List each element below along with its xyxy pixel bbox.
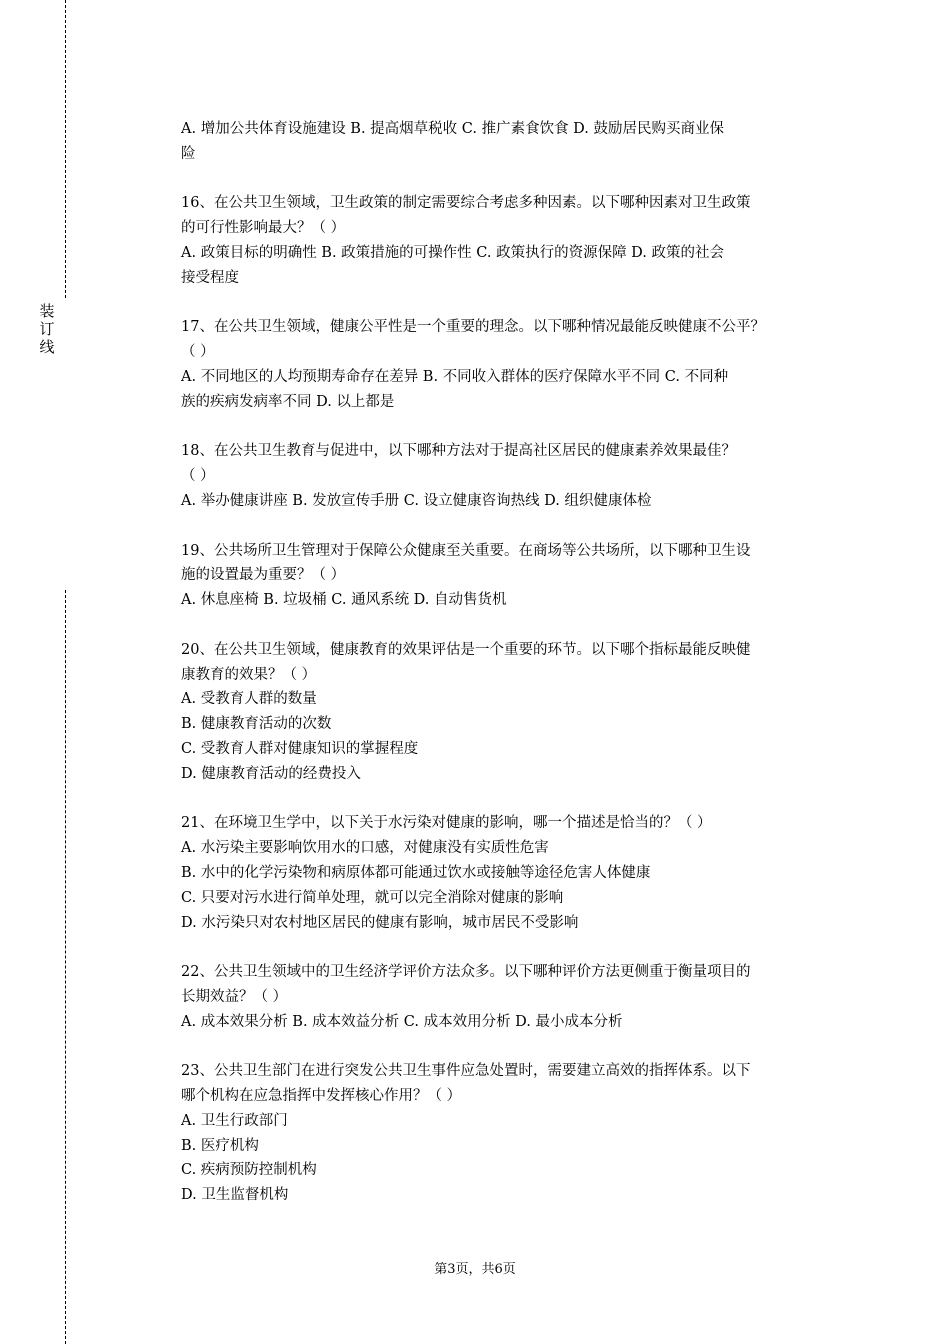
question-block bbox=[181, 960, 839, 1034]
text-line: 险 bbox=[181, 145, 196, 162]
text-line: C. 疾病预防控制机构 bbox=[181, 1162, 317, 1179]
block-spacer bbox=[181, 167, 839, 192]
text-line: 22、公共卫生领域中的卫生经济学评价方法众多。以下哪种评价方法更侧重于衡量项目的 bbox=[181, 964, 751, 981]
binding-label-char: 装 bbox=[39, 302, 55, 320]
text-line: A. 增加公共体育设施建设 B. 提高烟草税收 C. 推广素食饮食 D. 鼓励居民购买商业保 bbox=[181, 121, 725, 137]
block-spacer bbox=[181, 1034, 839, 1059]
question-block bbox=[181, 439, 839, 513]
text-line: 16、在公共卫生领域，卫生政策的制定需要综合考虑多种因素。以下哪种因素对卫生政策 bbox=[181, 195, 751, 212]
text-line: D. 水污染只对农村地区居民的健康有影响，城市居民不受影响 bbox=[181, 914, 579, 931]
text-line: A. 休息座椅 B. 垃圾桶 C. 通风系统 D. 自动售货机 bbox=[181, 592, 507, 609]
text-line: A. 政策目标的明确性 B. 政策措施的可操作性 C. 政策执行的资源保障 D. 政策的社会 bbox=[181, 244, 725, 261]
binding-label-char: 订 bbox=[39, 320, 55, 338]
page-footer: 第3页，共6页 bbox=[434, 1262, 516, 1277]
question-list bbox=[181, 117, 839, 1208]
block-spacer bbox=[181, 291, 839, 316]
text-line: A. 举办健康讲座 B. 发放宣传手册 C. 设立健康咨询热线 D. 组织健康体检 bbox=[181, 492, 652, 509]
text-line: A. 成本效果分析 B. 成本效益分析 C. 成本效用分析 D. 最小成本分析 bbox=[181, 1013, 623, 1030]
text-line: B. 水中的化学污染物和病原体都可能通过饮水或接触等途径危害人体健康 bbox=[181, 864, 651, 881]
question-block bbox=[181, 1059, 839, 1208]
text-line: B. 医疗机构 bbox=[181, 1137, 259, 1154]
text-line: D. 卫生监督机构 bbox=[181, 1187, 289, 1204]
text-line: 接受程度 bbox=[181, 269, 239, 286]
text-line: 康教育的效果？（ ） bbox=[181, 666, 317, 683]
block-spacer bbox=[181, 787, 839, 812]
binding-line bbox=[65, 590, 66, 1344]
text-line: 17、在公共卫生领域，健康公平性是一个重要的理念。以下哪种情况最能反映健康不公平？ bbox=[181, 319, 765, 336]
question-block bbox=[181, 638, 839, 787]
binding-label-char: 线 bbox=[39, 338, 55, 356]
question-block bbox=[181, 315, 839, 414]
binding-label bbox=[37, 302, 57, 356]
text-line: 施的设置最为重要？（ ） bbox=[181, 567, 346, 584]
binding-line bbox=[65, 0, 66, 298]
text-line: （ ） bbox=[181, 344, 215, 361]
text-line: D. 健康教育活动的经费投入 bbox=[181, 765, 361, 782]
text-line: 长期效益？（ ） bbox=[181, 988, 288, 1005]
text-line: B. 健康教育活动的次数 bbox=[181, 716, 332, 733]
question-block bbox=[181, 191, 839, 290]
text-line: A. 水污染主要影响饮用水的口感，对健康没有实质性危害 bbox=[181, 840, 549, 857]
text-line: 23、公共卫生部门在进行突发公共卫生事件应急处置时，需要建立高效的指挥体系。以下 bbox=[181, 1063, 751, 1080]
text-line: （ ） bbox=[181, 468, 215, 485]
text-line: 21、在环境卫生学中，以下关于水污染对健康的影响，哪一个描述是恰当的？（ ） bbox=[181, 815, 712, 832]
question-block bbox=[181, 811, 839, 935]
text-line: A. 不同地区的人均预期寿命存在差异 B. 不同收入群体的医疗保障水平不同 C. 不同种 bbox=[181, 368, 729, 385]
text-line: 哪个机构在应急指挥中发挥核心作用？（ ） bbox=[181, 1088, 462, 1105]
text-line: 族的疾病发病率不同 D. 以上都是 bbox=[181, 393, 395, 410]
block-spacer bbox=[181, 415, 839, 440]
block-spacer bbox=[181, 613, 839, 638]
text-line: 18、在公共卫生教育与促进中，以下哪种方法对于提高社区居民的健康素养效果最佳？ bbox=[181, 443, 736, 460]
question-block bbox=[181, 539, 839, 613]
question-block bbox=[181, 117, 839, 167]
block-spacer bbox=[181, 935, 839, 960]
text-line: A. 受教育人群的数量 bbox=[181, 691, 317, 708]
text-line: 19、公共场所卫生管理对于保障公众健康至关重要。在商场等公共场所，以下哪种卫生设 bbox=[181, 542, 751, 559]
text-line: A. 卫生行政部门 bbox=[181, 1112, 288, 1129]
text-line: C. 受教育人群对健康知识的掌握程度 bbox=[181, 740, 419, 757]
text-line: 20、在公共卫生领域，健康教育的效果评估是一个重要的环节。以下哪个指标最能反映健 bbox=[181, 641, 751, 658]
block-spacer bbox=[181, 514, 839, 539]
text-line: C. 只要对污水进行简单处理，就可以完全消除对健康的影响 bbox=[181, 889, 564, 906]
text-line: 的可行性影响最大？（ ） bbox=[181, 220, 346, 237]
